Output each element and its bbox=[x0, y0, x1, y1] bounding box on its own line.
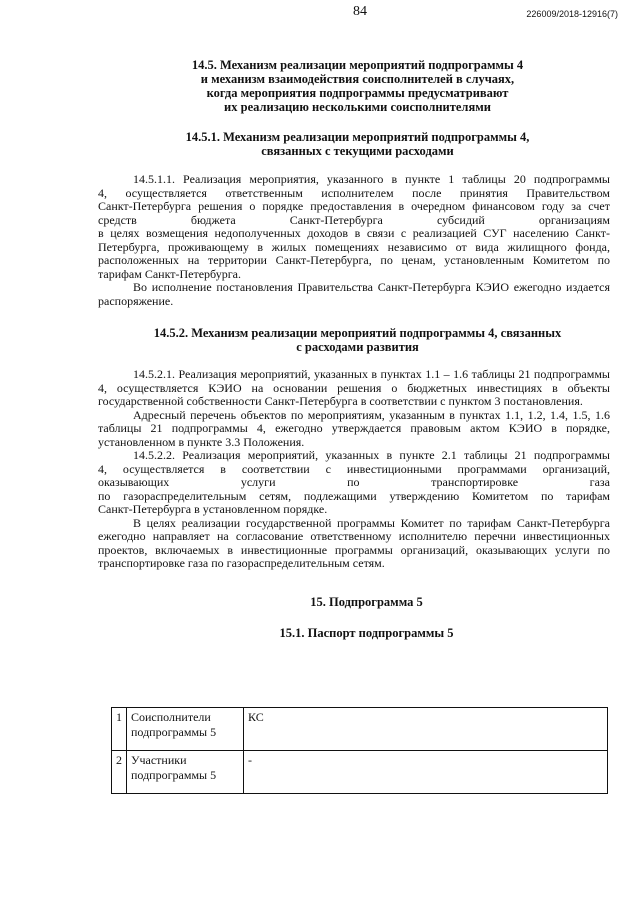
paragraph-line: Петербурга, проживающему в жилых помещениях независимо от вида жилищного фонда, bbox=[98, 239, 610, 254]
paragraph-line: 14.5.1.1. Реализация мероприятия, указанного в пункте 1 таблицы 20 подпрограммы bbox=[133, 172, 610, 186]
passport-table bbox=[111, 707, 608, 794]
paragraph-14-5-2-2 bbox=[98, 449, 610, 517]
paragraph-line: по газораспределительным сетям, подлежащими утверждению Комитетом по тарифам bbox=[98, 488, 610, 503]
table-row bbox=[112, 708, 608, 751]
paragraph-14-5-1-order: Во исполнение постановления Правительства Санкт-Петербурга КЭИО ежегодно издается распоряжение. bbox=[98, 280, 610, 308]
heading-line: с расходами развития bbox=[296, 340, 419, 354]
paragraph-line: средств бюджета Санкт-Петербурга субсидий организациям bbox=[98, 212, 610, 227]
paragraph-line: оказывающих услуги по транспортировке газа bbox=[98, 475, 610, 489]
paragraph-line: в целях возмещения недополученных доходов в связи с реализацией СУГ населению Санкт- bbox=[98, 226, 610, 240]
document-code: 226009/2018-12916(7) bbox=[526, 9, 618, 19]
paragraph-line: 4, осуществляется в соответствии с инвестиционными программами организаций, bbox=[98, 461, 610, 476]
page-number: 84 bbox=[353, 4, 367, 19]
row-number: 2 bbox=[112, 751, 127, 794]
row-label: Соисполнители подпрограммы 5 bbox=[127, 708, 244, 751]
table-row bbox=[112, 751, 608, 794]
heading-15: 15. Подпрограмма 5 bbox=[310, 594, 423, 609]
paragraph-line: Санкт-Петербурга в установленном порядке. bbox=[98, 502, 328, 516]
heading-line: когда мероприятия подпрограммы предусматривают bbox=[206, 86, 509, 100]
heading-line: и механизм взаимодействия соисполнителей в случаях, bbox=[200, 72, 515, 86]
paragraph-line: 4, осуществляется ответственным исполнителем после принятия Правительством bbox=[98, 185, 610, 200]
heading-line: их реализацию несколькими соисполнителями bbox=[224, 100, 491, 114]
paragraph-tariff-committee: В целях реализации государственной программы Комитет по тарифам Санкт-Петербурга ежегодно направляет на согласование ответственному исполнителю перечни инвестиционных проектов, включаемых в инвестиционные программы организаций, оказывающих услуги по транспортировке газа по газораспределительным сетям. bbox=[98, 515, 610, 570]
heading-line: 14.5.2. Механизм реализации мероприятий подпрограммы 4, связанных bbox=[153, 326, 562, 340]
paragraph-14-5-1-1 bbox=[98, 173, 610, 281]
paragraph-line: расположенных на территории Санкт-Петербурга, по ценам, установленным Комитетом по bbox=[98, 253, 610, 267]
heading-line: 14.5. Механизм реализации мероприятий подпрограммы 4 bbox=[191, 58, 524, 72]
row-value: - bbox=[244, 751, 608, 794]
paragraph-line: Санкт-Петербурга решения о порядке предоставления в очередном финансовом году за счет bbox=[98, 199, 610, 213]
paragraph-line: 14.5.2.2. Реализация мероприятий, указанных в пункте 2.1 таблицы 21 подпрограммы bbox=[133, 448, 610, 462]
heading-14-5 bbox=[105, 58, 610, 114]
heading-14-5-2 bbox=[105, 326, 610, 354]
heading-line: 14.5.1. Механизм реализации мероприятий подпрограммы 4, bbox=[185, 130, 530, 144]
paragraph-14-5-2-1: 14.5.2.1. Реализация мероприятий, указанных в пунктах 1.1 – 1.6 таблицы 21 подпрограммы 4, осуществляется КЭИО на основании решения о бюджетных инвестициях в объекты государственной собственности Санкт-Петербурга в соответствии с пунктом 3 постановления. bbox=[98, 367, 610, 408]
paragraph-line: тарифам Санкт-Петербурга. bbox=[98, 266, 241, 281]
page-content bbox=[98, 58, 610, 640]
row-value: КС bbox=[244, 708, 608, 751]
row-number: 1 bbox=[112, 708, 127, 751]
paragraph-address-list: Адресный перечень объектов по мероприятиям, указанным в пунктах 1.1, 1.2, 1.4, 1.5, 1.6 таблицы 21 подпрограммы 4, ежегодно утверждается правовым актом КЭИО в порядке, установленном в пункте 3.3 Положения. bbox=[98, 407, 610, 449]
heading-15-1: 15.1. Паспорт подпрограммы 5 bbox=[279, 625, 454, 640]
row-label: Участники подпрограммы 5 bbox=[127, 751, 244, 794]
heading-14-5-1 bbox=[105, 130, 610, 158]
heading-line: связанных с текущими расходами bbox=[261, 144, 454, 158]
